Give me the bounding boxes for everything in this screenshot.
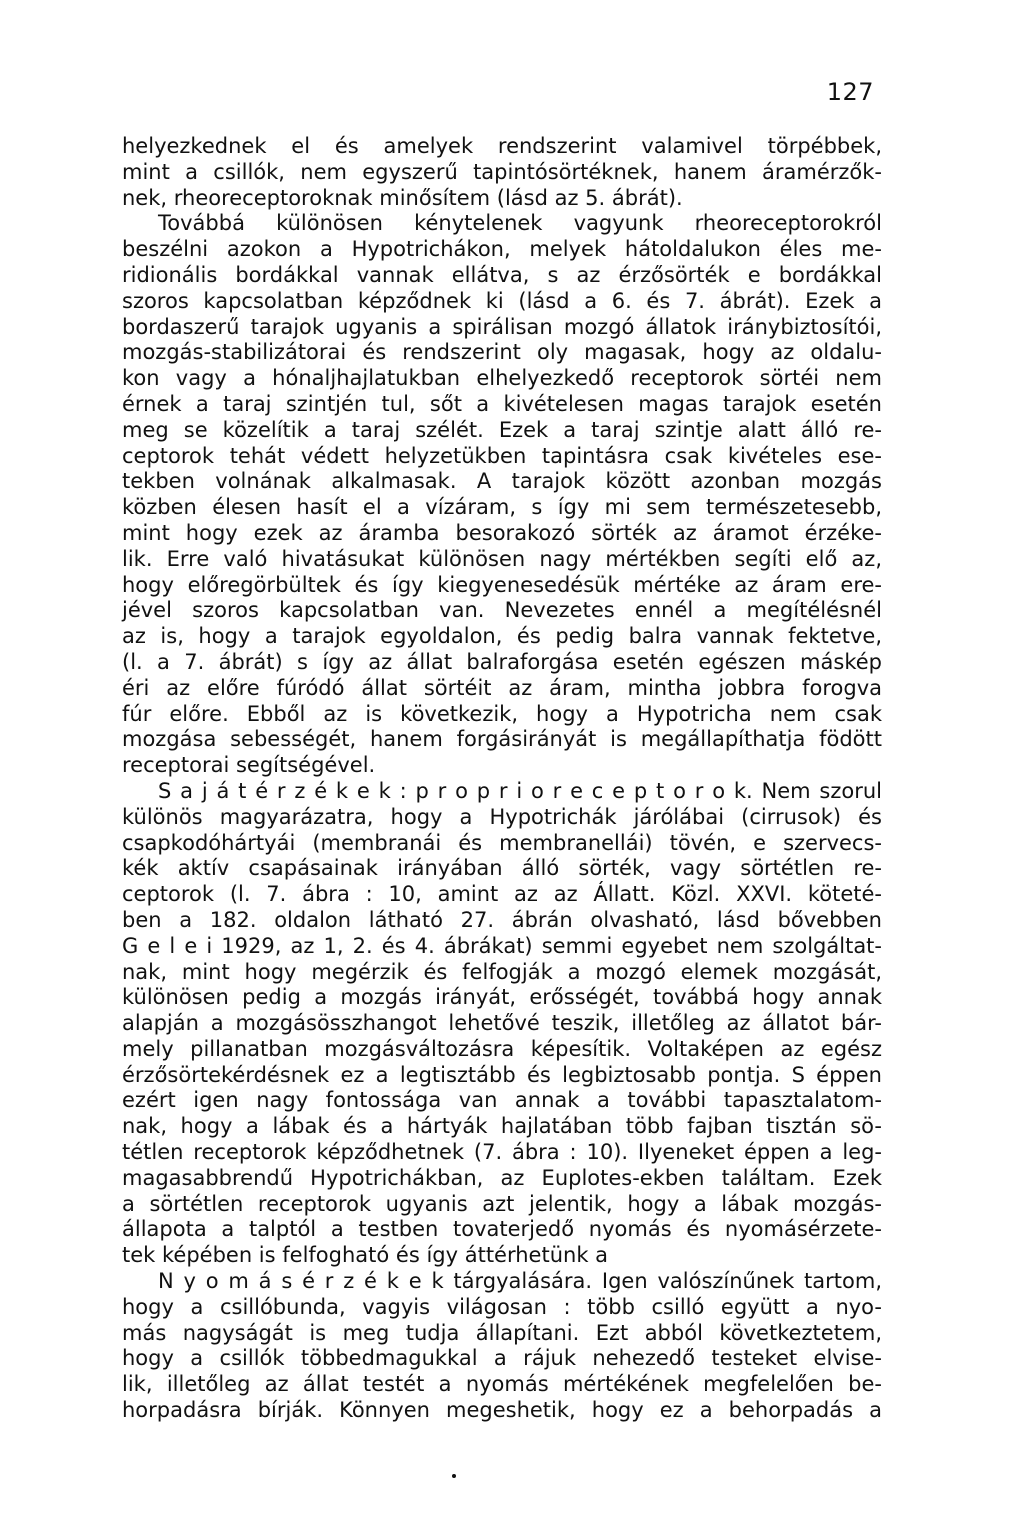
text-line: S a j á t é r z é k e k : p r o p r i o r e c e p t o r o k. Nem szorul [158,778,882,803]
text-line: N y o m á s é r z é k e k tárgyalására. Igen valószínűnek tartom, [158,1269,882,1294]
text-line: ezért igen nagy fontossága van annak a további tapasztalatom- [122,1088,882,1113]
text-line: tek képében is felfogható és így áttérhetünk a [122,1243,609,1268]
text-line: kék aktív csapásainak irányában álló sörték, vagy sörtétlen re- [122,856,882,881]
text-line: közben élesen hasít el a vízáram, s így mi sem természetesebb, [122,495,882,520]
text-line: éri az előre fúródó állat sörtéit az áram, mintha jobbra forogva [122,675,882,700]
text-line: fúr előre. Ebből az is következik, hogy a Hypotricha nem csak [122,701,882,726]
text-line: beszélni azokon a Hypotrichákon, melyek hátoldalukon éles me- [122,237,882,262]
text-line: ceptorok tehát védett helyzetükben tapintásra csak kivételes ese- [122,443,882,468]
text-line: ben a 182. oldalon látható 27. ábrán olvasható, lásd bővebben [122,907,882,932]
text-line: tétlen receptorok képződhetnek (7. ábra : 10). Ilyeneket éppen a leg- [122,1140,882,1165]
text-line: receptorai segítségével. [122,753,376,778]
text-line: (l. a 7. ábrát) s így az állat balraforgása esetén egészen máskép [122,649,882,674]
text-line: Továbbá különösen kénytelenek vagyunk rheoreceptorokról [158,211,882,236]
text-line: ridionális bordákkal vannak ellátva, s az érzősörték e bordákkal [122,262,882,287]
text-line: különösen pedig a mozgás irányát, erősségét, továbbá hogy annak [122,985,882,1010]
page-number: 127 [826,78,874,106]
text-line: mozgása sebességét, hanem forgásirányát is megállapíthatja födött [122,727,882,752]
text-line: mozgás-stabilizátorai és rendszerint oly magasak, hogy az oldalu- [122,340,882,365]
text-line: mint a csillók, nem egyszerű tapintósörtéknek, hanem áramérzők- [122,159,882,184]
text-line: kon vagy a hónaljhajlatukban elhelyezkedő receptorok sörtéi nem [122,366,882,391]
text-line: hogy előregörbültek és így kiegyenesedésük mértéke az áram ere- [122,572,882,597]
text-line: érnek a taraj szintjén tul, sőt a kivételesen magas tarajok esetén [122,391,882,416]
text-line: más nagyságát is meg tudja állapítani. Ezt abból következtetem, [122,1320,882,1345]
text-line: helyezkednek el és amelyek rendszerint valamivel törpébbek, [122,134,882,158]
text-line: meg se közelítik a taraj szélét. Ezek a taraj szintje alatt álló re- [122,417,882,442]
text-line: bordaszerű tarajok ugyanis a spirálisan mozgó állatok iránybiztosítói, [122,314,882,339]
text-line: a sörtétlen receptorok ugyanis azt jelentik, hogy a lábak mozgás- [122,1191,882,1216]
text-line: tekben volnának alkalmasak. A tarajok között azonban mozgás [122,469,882,494]
printer-mark-dot [452,1474,456,1478]
text-line: magasabbrendű Hypotrichákban, az Euplotes-ekben találtam. Ezek [122,1165,882,1190]
text-line: szoros kapcsolatban képződnek ki (lásd a 6. és 7. ábrát). Ezek a [122,288,882,313]
text-line: lik. Erre való hivatásukat különösen nagy mértékben segíti elő az, [122,546,882,571]
text-line: nak, hogy a lábak és a hártyák hajlatában több fajban tisztán sö- [122,1114,882,1139]
text-line: ceptorok (l. 7. ábra : 10, amint az az Állatt. Közl. XXVI. köteté- [122,882,882,907]
text-line: mint hogy ezek az áramba besorakozó sörték az áramot érzéke- [122,520,882,545]
text-line: érzősörtekérdésnek ez a legtisztább és legbiztosabb pontja. S éppen [122,1062,882,1087]
text-line: G e l e i 1929, az 1, 2. és 4. ábrákat) semmi egyebet nem szolgáltat- [122,933,882,958]
body-text [122,134,882,1424]
text-line: jével szoros kapcsolatban van. Nevezetes ennél a megítélésnél [122,598,882,623]
text-line: hogy a csillóbunda, vagyis világosan : több csilló együtt a nyo- [122,1294,882,1319]
text-line: lik, illetőleg az állat testét a nyomás mértékének megfelelően be- [122,1372,882,1397]
text-line: nek, rheoreceptoroknak minősítem (lásd az 5. ábrát). [122,185,683,210]
text-line: állapota a talptól a testben tovaterjedő nyomás és nyomásérzete- [122,1217,882,1242]
text-line: nak, mint hogy megérzik és felfogják a mozgó elemek mozgását, [122,959,882,984]
text-line: az is, hogy a tarajok egyoldalon, és pedig balra vannak fektetve, [122,624,882,649]
text-line: különös magyarázatra, hogy a Hypotrichák járólábai (cirrusok) és [122,804,882,829]
text-line: alapján a mozgásösszhangot lehetővé teszik, illetőleg az állatot bár- [122,1011,882,1036]
text-line: hogy a csillók többedmagukkal a rájuk nehezedő testeket elvise- [122,1346,882,1371]
text-line: mely pillanatban mozgásváltozásra képesítik. Voltaképen az egész [122,1036,882,1061]
text-line: csapkodóhártyái (membranái és membranellái) tövén, e szervecs- [122,830,882,855]
text-line: horpadásra bírják. Könnyen megeshetik, hogy ez a behorpadás a [122,1398,882,1423]
